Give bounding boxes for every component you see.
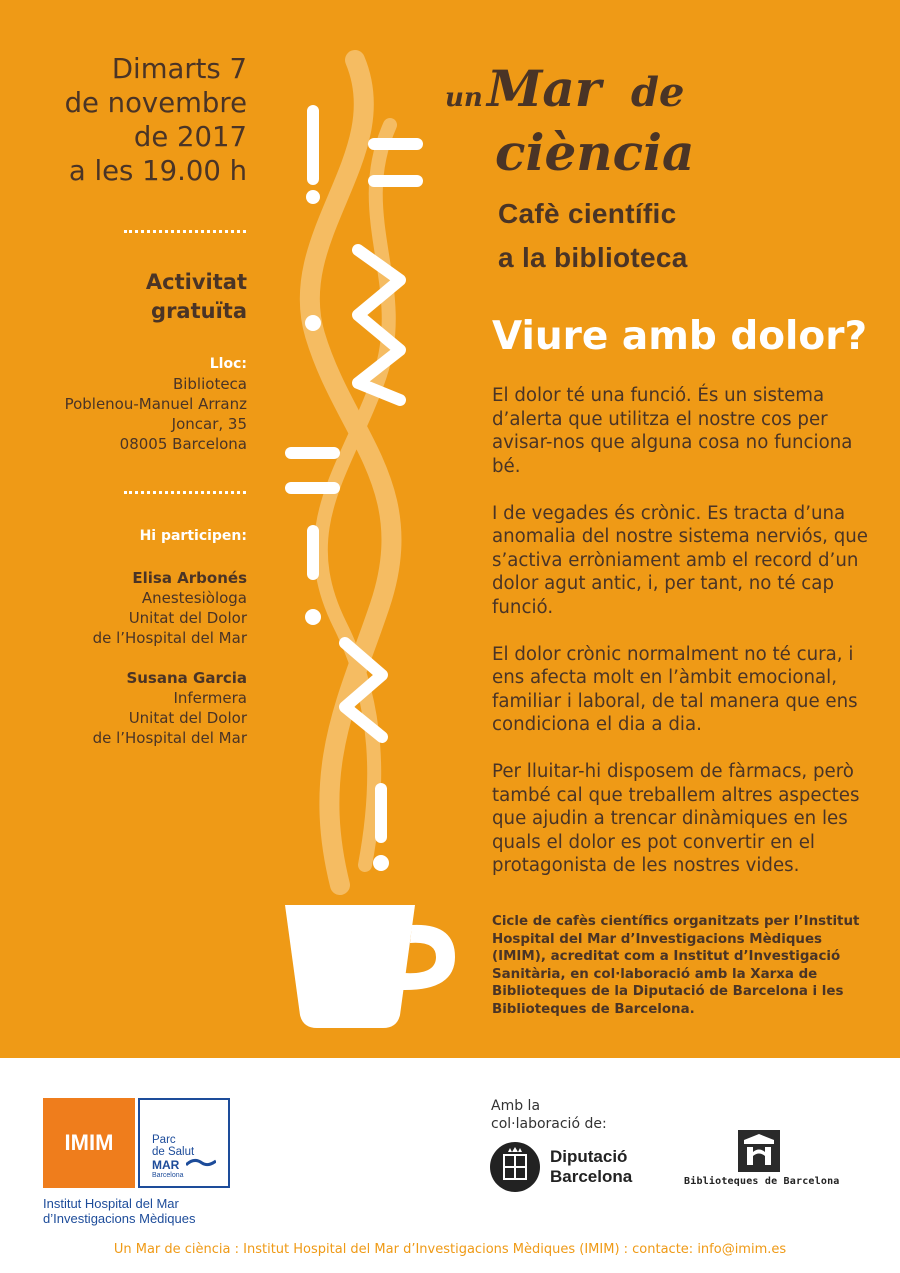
event-date bbox=[65, 52, 247, 188]
subtitle-line: Cafè científic bbox=[498, 198, 677, 229]
participant bbox=[93, 568, 247, 648]
psm-text bbox=[152, 1134, 194, 1158]
participant-role: Anestesiòloga bbox=[141, 589, 247, 607]
participant-unit: Unitat del Dolor bbox=[128, 609, 247, 627]
participant-name: Susana Garcia bbox=[126, 669, 247, 687]
diputacio-line: Diputació bbox=[550, 1147, 628, 1166]
dotted-divider bbox=[124, 230, 246, 233]
participant-hospital: de l’Hospital del Mar bbox=[92, 629, 247, 647]
footer-contact-line: Un Mar de ciència : Institut Hospital del Mar d’Investigacions Mèdiques (IMIM) : contacte: info@imim.es bbox=[113, 1242, 787, 1257]
brand-logo bbox=[443, 58, 743, 188]
brand-de: de bbox=[631, 69, 685, 116]
body-paragraph: I de vegades és crònic. Es tracta d’una anomalia del nostre sistema nerviós, que s’activa erròniament amb el record d’un dolor agut antic, i, per tant, no té cap funció. bbox=[492, 502, 868, 618]
body-paragraph: Per lluitar-hi disposem de fàrmacs, però també cal que treballem altres aspectes que ajudin a trencar dinàmiques en les quals el dolor es pot convertir en el protagonista de les nostres vides. bbox=[492, 761, 860, 876]
participant-unit: Unitat del Dolor bbox=[128, 709, 247, 727]
dotted-divider bbox=[124, 491, 246, 494]
venue-line: 08005 Barcelona bbox=[119, 435, 247, 453]
participant-name: Elisa Arbonés bbox=[132, 569, 247, 587]
psm-line: de Salut bbox=[152, 1146, 195, 1158]
participants-label: Hi participen: bbox=[139, 528, 247, 544]
body-text bbox=[492, 384, 872, 901]
diputacio-emblem-icon bbox=[490, 1142, 540, 1192]
imim-full-name bbox=[43, 1196, 195, 1226]
date-line: Dimarts 7 bbox=[111, 53, 247, 85]
date-line: de novembre bbox=[64, 87, 247, 119]
participant-hospital: de l’Hospital del Mar bbox=[92, 729, 247, 747]
brand-mar: Mar bbox=[487, 59, 602, 118]
free-activity-note bbox=[146, 268, 247, 326]
body-paragraph: El dolor té una funció. És un sistema d’alerta que utilitza el nostre cos per avisar-nos que alguna cosa no funciona bé. bbox=[492, 385, 853, 477]
imim-name-line: Institut Hospital del Mar bbox=[43, 1196, 179, 1211]
venue-line: Joncar, 35 bbox=[171, 415, 247, 433]
imim-logo-text: IMIM bbox=[64, 1130, 114, 1155]
participant-role: Infermera bbox=[173, 689, 247, 707]
brand-ciencia: ciència bbox=[495, 123, 695, 182]
collaboration-label bbox=[491, 1097, 607, 1133]
imim-name-line: d’Investigacions Mèdiques bbox=[43, 1211, 196, 1226]
coffee-cup-illustration bbox=[270, 45, 470, 1045]
activity-line: Activitat bbox=[145, 270, 247, 294]
psm-city: Barcelona bbox=[152, 1172, 184, 1179]
event-subtitle bbox=[498, 192, 688, 280]
venue-line: Poblenou-Manuel Arranz bbox=[64, 395, 247, 413]
headline: Viure amb dolor? bbox=[492, 314, 868, 359]
brand-un: un bbox=[445, 83, 483, 113]
participant bbox=[93, 668, 247, 748]
diputacio-line: Barcelona bbox=[550, 1167, 633, 1186]
biblioteques-name: Biblioteques de Barcelona bbox=[684, 1176, 840, 1187]
date-line: de 2017 bbox=[133, 121, 247, 153]
date-line: a les 19.00 h bbox=[68, 155, 247, 187]
venue bbox=[65, 354, 247, 454]
psm-mar: MAR bbox=[152, 1158, 180, 1172]
body-paragraph: El dolor crònic normalment no té cura, i ens afecta molt en l’àmbit emocional, familiar i laboral, de tal manera que ens condiciona el dia a dia. bbox=[492, 643, 858, 735]
collab-line: Amb la bbox=[491, 1098, 541, 1114]
credits-note: Cicle de cafès científics organitzats per l’Institut Hospital del Mar d’Investigacions Mèdiques (IMIM), acreditat com a Institut d’Investigació Sanitària, en col·laboració amb la Xarxa de Biblioteques de la Diputació de Barcelona i les Biblioteques de Barcelona. bbox=[492, 914, 860, 1017]
biblioteques-logo-icon bbox=[738, 1130, 780, 1172]
venue-label: Lloc: bbox=[209, 356, 247, 372]
psm-line: Parc bbox=[152, 1134, 176, 1146]
subtitle-line: a la biblioteca bbox=[498, 242, 688, 273]
venue-line: Biblioteca bbox=[172, 375, 247, 393]
diputacio-name bbox=[550, 1147, 632, 1187]
activity-line: gratuïta bbox=[151, 299, 247, 323]
wave-icon bbox=[186, 1157, 216, 1169]
parc-salut-mar-logo bbox=[138, 1098, 230, 1188]
imim-logo bbox=[43, 1098, 135, 1188]
collab-line: col·laboració de: bbox=[491, 1116, 607, 1132]
